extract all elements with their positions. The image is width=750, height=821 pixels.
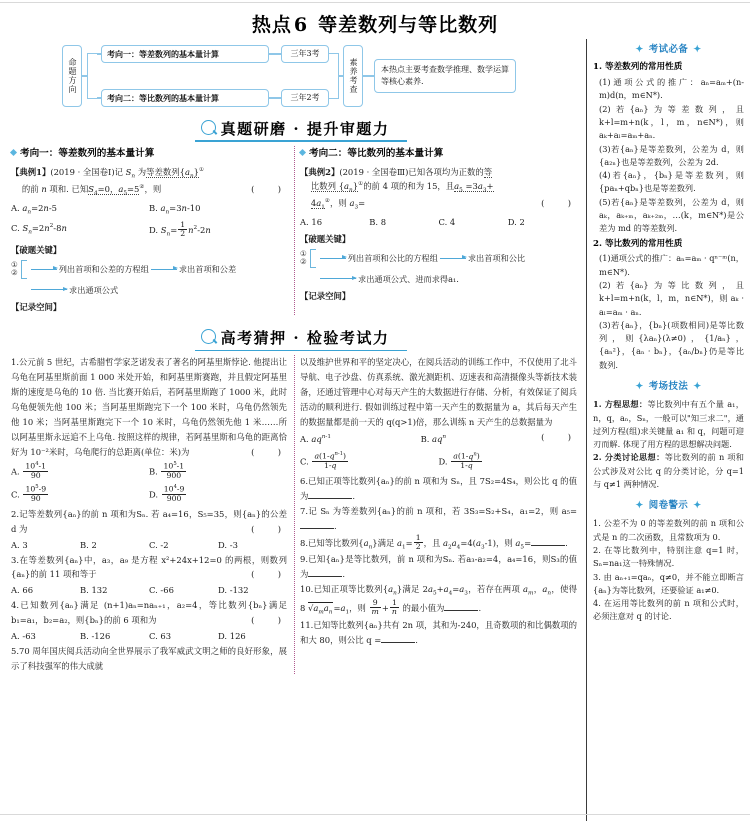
quiz-item-1-options-row-2 xyxy=(11,485,287,503)
sidebar-technique-2 xyxy=(593,451,744,491)
sidebar-group-1-item-3: (3)若{aₙ}是等差数列，公差为 d，则{a₂ₙ}也是等差数列，公差为 2d. xyxy=(599,143,744,167)
quiz-item-11: 11.已知等比数列{aₙ}共有 2n 项，其和为-240，且奇数项的和比偶数项的和大 80，则公比 q = . xyxy=(300,619,577,645)
quiz-item-10-blank[interactable] xyxy=(444,610,478,611)
quiz-item-5-cont-text: 以及维护世界和平的坚定决心，在阅兵活动的训练工作中，不仅使用了北斗导航、电子沙盘、仿真系统、激光测距机、迈速表和高清摄像头等新技术装备，还通过管理中心对每天产生的大数据进行存储、分析，有效保证了阅兵活动的顺利进行. 假如训练过程中第一天产生的数据量为 a，其后每天产生的数据量都是前一天的 q(q>1)倍，那么训练 n 天产生的总数据量为 xyxy=(300,357,577,428)
example-2-step-2: 求出首项和公比 xyxy=(467,253,526,264)
magnifier-icon xyxy=(201,120,216,135)
mind-map-flowchart xyxy=(6,39,584,111)
quiz-item-4-option-c: C. 63 xyxy=(149,631,172,642)
quiz-item-4 xyxy=(11,598,287,628)
quiz-item-9-text: 已知{aₙ}是等比数列，前 n 项和为Sₙ. 若a₃-a₂=4，a₄=16，则S₃的值为 xyxy=(300,554,577,580)
sidebar-technique-1-label: 1. 方程思想： xyxy=(593,399,648,410)
section-2-columns xyxy=(6,355,584,674)
example-1-option-c: C. $S_n=2n^2-8n$ xyxy=(11,223,67,236)
quiz-item-7-text: 记 Sₙ 为等差数列{aₙ}的前 n 项和，若 3S₃=S₂+S₄，a₁=2，则 a₅= xyxy=(308,505,577,516)
example-1-breakdown xyxy=(11,260,287,297)
breakdown-marker-1: ① xyxy=(11,260,18,270)
diamond-bullet-icon xyxy=(299,149,306,156)
example-2-source: (2019 · 全国卷Ⅲ) xyxy=(339,166,409,177)
quiz-item-2-text: 记等差数列{aₙ}的前 n 项和为Sₙ. 若 a₄=16，S₅=35，则{aₙ}的公差 d 为 xyxy=(11,508,287,534)
quiz-item-10-number: 10. xyxy=(300,584,314,595)
sidebar-group-1-item-4: (4)若{aₙ}，{bₙ}是等差数列，则{paₙ+qbₙ}也是等差数列. xyxy=(599,170,744,194)
quiz-item-3-text: 在等差数列{aₙ}中，a₃，a₉ 是方程 x²+24x+12=0 的两根，则数列{aₙ}的前 11 项和等于 xyxy=(11,554,287,580)
sidebar-group-2-item-2: (2)若{aₙ}为等比数列，且 k+l=m+n(k，l，m，n∈N*)，则 aₖ · aₗ=aₘ · aₙ. xyxy=(599,280,744,317)
sidebar-group-2-item-3: (3)若{aₙ}，{bₙ}(项数相同)是等比数列，则{λaₙ}(λ≠0)，{1/aₙ}，{aₙ²}，{aₙ · bₙ}，{aₙ/bₙ}仍是等比数列. xyxy=(599,319,744,370)
quiz-item-4-option-d: D. 126 xyxy=(218,631,246,642)
example-1-options-row-2 xyxy=(11,221,287,240)
quiz-item-4-option-a: A. -63 xyxy=(11,631,36,642)
page-title-text: 等差数列与等比数列 xyxy=(318,14,499,36)
example-1-answer-paren: ( ) xyxy=(251,184,287,194)
sidebar-block-3-heading xyxy=(593,498,744,513)
sidebar-rail xyxy=(586,39,744,821)
quiz-item-1-option-a: A. $\frac{10^4-1}{90}$ xyxy=(11,461,47,480)
quiz-item-3 xyxy=(11,553,287,583)
plus-icon: ✦ xyxy=(635,380,644,392)
diamond-bullet-icon xyxy=(10,149,17,156)
sidebar-technique-2-text: 等比数列的前 n 项和公式涉及对公比 q 的分类讨论，分 q=1 与 q≠1 两种情况. xyxy=(593,452,744,489)
quiz-item-5-option-b: B. $aq^n$ xyxy=(420,434,447,445)
quiz-item-5-option-d: D. $\frac{a(1-q^n)}{1-q}$ xyxy=(438,451,480,470)
quiz-item-5-option-c: C. $\frac{a(1-q^{n-1})}{1-q}$ xyxy=(300,451,347,470)
example-1-step-3: 求出通项公式 xyxy=(69,284,119,295)
quiz-item-1 xyxy=(11,355,287,460)
example-1-key-tag: 【破题关键】 xyxy=(11,245,62,256)
section-1-banner xyxy=(6,118,584,141)
example-2-stem-l2: 比数列 $\{a_n\}^①$的前 4 项的和为 15，且$a_5 =3a_3+$ xyxy=(310,180,494,194)
example-1-tag: 【典例1】 xyxy=(11,166,51,177)
quiz-item-10: 10.已知正项等比数列$\{a_n\}$满足 $2a_5+a_4=a_3$，若存在两项 $a_m$，$a_n$，使得 8 $√a_ma_n=a_1$，则 $\frac{9}{m}$ + $\frac{1}{n}$ 的最小值为 . xyxy=(300,584,578,617)
kaoxiang-2-heading xyxy=(300,146,577,163)
quiz-item-3-option-d: D. -132 xyxy=(218,585,249,596)
quiz-item-5-number: 5. xyxy=(11,646,19,657)
sidebar-warning-4: 4. 在运用等比数列的前 n 项和公式时，必须注意对 q 的讨论. xyxy=(593,598,744,622)
quiz-item-1-option-c: C. $\frac{10^5-9}{90}$ xyxy=(11,483,47,503)
example-1-source: (2019 · 全国卷Ⅰ) xyxy=(50,166,115,177)
plus-icon: ✦ xyxy=(693,500,702,512)
example-2-record-tag: 【记录空间】 xyxy=(300,290,351,301)
quiz-item-3-option-b: B. 132 xyxy=(80,585,108,596)
magnifier-icon xyxy=(201,329,216,344)
flowchart-root-node: 命题方向 xyxy=(62,45,82,107)
quiz-item-1-text: 公元前 5 世纪，古希腊哲学家芝诺发表了著名的阿基里斯悖论. 他提出让乌龟在阿基里斯前面 1 000 米处开始，和阿基里斯赛跑，并且假定阿基里斯的速度是乌龟的 10 倍. 当比赛开始后，若阿基里斯跑了 1000 米，此时乌龟便领先他 100 米；当阿基里斯跑完下一个 100 米时，乌龟仍然领先他 10 米；当阿基里斯跑完下一个 10 米时，乌龟仍然领先他 1 米……所以阿基里斯永远追不上乌龟. 按照这样的规律，若阿基里斯和乌龟的距离恰好为 10⁻²米时，乌龟爬行的总距离(单位：米)为 xyxy=(11,357,287,458)
quiz-item-3-option-c: C. -66 xyxy=(149,585,174,596)
quiz-item-2 xyxy=(11,507,287,537)
flowchart-branch-bracket xyxy=(87,53,97,99)
quiz-item-5-paren: ( ) xyxy=(541,432,577,443)
sidebar-group-2-title: 2. 等比数列的常用性质 xyxy=(593,238,683,249)
breakdown-brace xyxy=(21,260,27,279)
quiz-item-7: 7.记 Sₙ 为等差数列{aₙ}的前 n 项和，若 3S₃=S₂+S₄，a₁=2，则 a₅=. xyxy=(300,505,577,531)
example-1-options-row-1 xyxy=(11,201,287,219)
section-1-banner-text: 真题研磨 · 提升审题力 xyxy=(220,120,390,138)
quiz-item-3-number: 3. xyxy=(11,554,19,565)
quiz-item-8: 8.已知等比数列$\{a_n\}$满足 $a_1=$ $\frac{1}{2}$ ，且 $a_2a_4=4(a_3-1)$，则 $a_5=$ . xyxy=(300,532,568,551)
quiz-item-4-option-b: B. -126 xyxy=(80,631,111,642)
quiz-item-4-text: 已知数列{aₙ}满足 (n+1)aₙ=naₙ₊₁，a₂=4，等比数列{bₙ}满足 b₁=a₁，b₂=a₂，则{bₙ}的前 6 项和为 xyxy=(11,600,287,626)
quiz-item-3-option-a: A. 66 xyxy=(11,585,34,596)
section-1-columns xyxy=(6,146,584,315)
kaoxiang-2-label: 考向二：等比数列的基本量计算 xyxy=(309,148,444,159)
quiz-item-2-number: 2. xyxy=(11,508,19,519)
quiz-item-1-paren: ( ) xyxy=(251,447,287,458)
quiz-item-3-paren: ( ) xyxy=(251,569,287,580)
example-1-option-a: A. $a_n=2n-5$ xyxy=(11,202,57,216)
sidebar-group-1-item-2: (2)若{aₙ}为等差数列，且 k+l=m+n(k，l，m，n∈N*)，则 aₖ+aₗ=aₘ+aₙ. xyxy=(599,103,744,141)
breakdown-arrow-3 xyxy=(320,278,356,279)
sidebar-block-1-heading xyxy=(593,42,744,57)
sidebar-block-1-title: 考试必备 xyxy=(648,44,689,55)
example-2-step-3: 求出通项公式、进而求得a₁. xyxy=(358,273,459,284)
plus-icon: ✦ xyxy=(635,500,644,512)
quiz-item-2-option-a: A. 3 xyxy=(11,539,28,550)
example-2-option-a: A. 16 xyxy=(300,216,323,227)
page-title xyxy=(6,4,744,39)
quiz-item-8-number: 8. xyxy=(300,537,308,548)
breakdown-arrow-1 xyxy=(320,258,346,259)
flowchart-branch-2-years: 三年2考 xyxy=(281,89,329,107)
example-1-option-b: B. $a_n=3n-10$ xyxy=(149,202,201,216)
section-2-left-column xyxy=(6,355,295,674)
page-bottom-rule xyxy=(0,814,750,815)
example-1-step-2: 求出首项和公差 xyxy=(178,264,237,275)
quiz-item-11-blank[interactable] xyxy=(381,642,415,643)
example-1-step-1: 列出首项和公差的方程组 xyxy=(58,264,149,275)
example-2-breakdown xyxy=(300,249,577,286)
example-1-option-d: D. $S_n=$ $\frac{1}{2}$ $n^2-2n$ xyxy=(149,220,211,239)
section-2-banner xyxy=(6,327,584,350)
section-1-right-column xyxy=(295,146,584,315)
example-2-stem: 【典例2】(2019 · 全国卷Ⅲ)已知各项均为正数的等 xyxy=(300,166,493,177)
sidebar-warning-1: 1. 公差不为 0 的等差数列的前 n 项和公式是 n 的二次函数，且常数项为 0. xyxy=(593,518,744,542)
quiz-item-9-blank[interactable] xyxy=(308,576,342,577)
quiz-item-4-number: 4. xyxy=(11,600,19,611)
flowchart-merge-bracket xyxy=(329,53,339,99)
quiz-item-9-number: 9. xyxy=(300,554,308,565)
example-2-tag: 【典例2】 xyxy=(300,166,340,177)
flowchart-branch-2-label: 考向二：等比数列的基本量计算 xyxy=(101,89,269,107)
example-1-stem: 【典例1】(2019 · 全国卷Ⅰ)记 $S_n$ 为等差数列$\{a_n\}^①$ xyxy=(11,166,205,180)
quiz-item-5 xyxy=(11,644,287,674)
quiz-item-6-number: 6. xyxy=(300,475,308,486)
breakdown-arrow-2 xyxy=(440,258,466,259)
quiz-item-1-option-b: B. $\frac{10^5-1}{900}$ xyxy=(149,461,185,480)
quiz-item-5-options-row-1 xyxy=(300,432,541,447)
quiz-item-2-option-d: D. -3 xyxy=(218,539,238,550)
quiz-item-2-option-b: B. 2 xyxy=(80,539,97,550)
quiz-item-4-options xyxy=(11,629,287,644)
example-1-record-tag: 【记录空间】 xyxy=(11,301,62,312)
quiz-item-7-blank[interactable] xyxy=(300,528,334,529)
example-2-step-1: 列出首项和公比的方程组 xyxy=(347,253,438,264)
example-2-option-d: D. 2 xyxy=(507,216,525,227)
quiz-item-1-option-d: D. $\frac{10^4-9}{900}$ xyxy=(149,483,185,503)
sidebar-block-3-title: 阅卷警示 xyxy=(648,500,689,512)
example-2-option-b: B. 8 xyxy=(369,216,387,227)
page-title-prefix: 热点 xyxy=(251,14,292,36)
section-1-left-column xyxy=(6,146,295,315)
main-content-area xyxy=(6,39,584,821)
sidebar-block-2-heading xyxy=(593,379,744,394)
quiz-item-5-option-a: A. $aq^{n-1}$ xyxy=(300,434,331,445)
quiz-item-5-text: 70 周年国庆阅兵活动向全世界展示了我军威武文明之师的良好形象，展示了科技强军的伟大成就 xyxy=(11,646,287,672)
flowchart-branch-1-years: 三年3考 xyxy=(281,45,329,63)
kaoxiang-1-label: 考向一：等差数列的基本量计算 xyxy=(20,148,155,159)
sidebar-group-1-item-5: (5)若{aₙ}是等差数列，公差为 d，则 aₖ，aₖ₊ₘ，aₖ₊₂ₘ，…(k，m∈N*)是公差为 md 的等差数列. xyxy=(599,196,744,234)
sidebar-group-1-item-1: (1)通项公式的推广：aₙ=aₘ+(n-m)d(n，m∈N*). xyxy=(599,77,744,101)
breakdown-arrow-1 xyxy=(31,269,57,270)
section-2-right-column xyxy=(295,355,584,674)
quiz-item-5-options-row-2 xyxy=(300,452,577,470)
plus-icon: ✦ xyxy=(693,44,702,55)
plus-icon: ✦ xyxy=(693,380,702,392)
sidebar-warning-2: 2. 在等比数列中，特别注意 q=1 时，Sₙ=na₁这一特殊情况. xyxy=(593,544,744,569)
breakdown-marker-1: ① xyxy=(300,249,307,259)
quiz-item-2-options xyxy=(11,538,287,553)
breakdown-arrow-3 xyxy=(31,289,67,290)
section-2-banner-text: 高考猜押 · 检验考试力 xyxy=(220,329,390,348)
quiz-item-11-number: 11. xyxy=(300,619,314,630)
flowchart-merge-node: 素养考查 xyxy=(343,45,363,107)
example-2-option-c: C. 4 xyxy=(438,216,456,227)
kaoxiang-1-heading xyxy=(11,146,287,163)
sidebar-technique-1 xyxy=(593,398,744,451)
quiz-item-6: 6.已知正项等比数列{aₙ}的前 n 项和为 Sₙ，且 7S₂=4S₄，则公比 q 的值为 . xyxy=(300,475,577,501)
quiz-item-6-text: 已知正项等比数列{aₙ}的前 n 项和为 Sₙ，且 7S₂=4S₄，则公比 q 的值为 xyxy=(300,475,577,501)
page-top-rule xyxy=(0,2,750,3)
breakdown-arrow-2 xyxy=(151,269,177,270)
sidebar-technique-2-label: 2. 分类讨论思想： xyxy=(593,452,665,463)
breakdown-marker-2: ② xyxy=(11,268,18,278)
quiz-item-1-options-row-1 xyxy=(11,462,287,480)
flowchart-summary-node: 本热点主要考查数学推理、数学运算等核心素养. xyxy=(374,59,516,93)
quiz-item-7-number: 7. xyxy=(300,505,308,516)
sidebar-warning-3: 3. 由 aₙ₊₁=qaₙ，q≠0，并不能立即断言{aₙ}为等比数列，还要验证 a₁≠0. xyxy=(593,571,744,595)
example-2-key-tag: 【破题关键】 xyxy=(300,234,351,245)
flowchart-branch-1-label: 考向一：等差数列的基本量计算 xyxy=(101,45,269,63)
quiz-item-2-option-c: C. -2 xyxy=(149,539,169,550)
breakdown-brace xyxy=(310,249,316,268)
example-2-answer-paren: ( ) xyxy=(541,198,577,209)
quiz-item-4-paren: ( ) xyxy=(251,615,287,626)
page-title-number: 6 xyxy=(293,14,309,36)
breakdown-marker-2: ② xyxy=(300,257,307,267)
quiz-item-8-blank[interactable] xyxy=(531,545,565,546)
sidebar-block-2-title: 考场技法 xyxy=(648,380,689,392)
example-2-options xyxy=(300,215,577,229)
example-1-stem-cont: 的前 n 项和. 已知$S_4=0$，$a_5=5^②$，则 ( ) xyxy=(21,184,287,197)
sidebar-technique-1-text: 等比数列中有五个量 a₁，n，q，aₙ，Sₙ，一般可以"知三求二"，通过列方程(组)求关键量 a₁ 和 q，问题可迎刃而解. 体现了用方程的思想解决问题. xyxy=(593,399,744,450)
quiz-item-11-text: 已知等比数列{aₙ}共有 2n 项，其和为-240，且奇数项的和比偶数项的和大 80，则公比 q = xyxy=(300,619,577,645)
quiz-item-1-number: 1. xyxy=(11,357,19,368)
quiz-item-3-options xyxy=(11,583,287,598)
sidebar-group-1-title: 1. 等差数列的常用性质 xyxy=(593,62,683,73)
quiz-item-2-paren: ( ) xyxy=(251,523,287,534)
sidebar-group-2-item-1: (1)通项公式的推广：aₙ=aₘ · qⁿ⁻ᵐ(n，m∈N*). xyxy=(599,253,744,277)
quiz-item-9: 9.已知{aₙ}是等比数列，前 n 项和为Sₙ. 若a₃-a₂=4，a₄=16，则S₃的值为 . xyxy=(300,554,577,580)
example-2-stem-l3: $4a_1^②$，则 $a_3=$ ( ) xyxy=(310,198,577,212)
quiz-item-6-blank[interactable] xyxy=(308,498,352,499)
plus-icon: ✦ xyxy=(635,44,644,55)
